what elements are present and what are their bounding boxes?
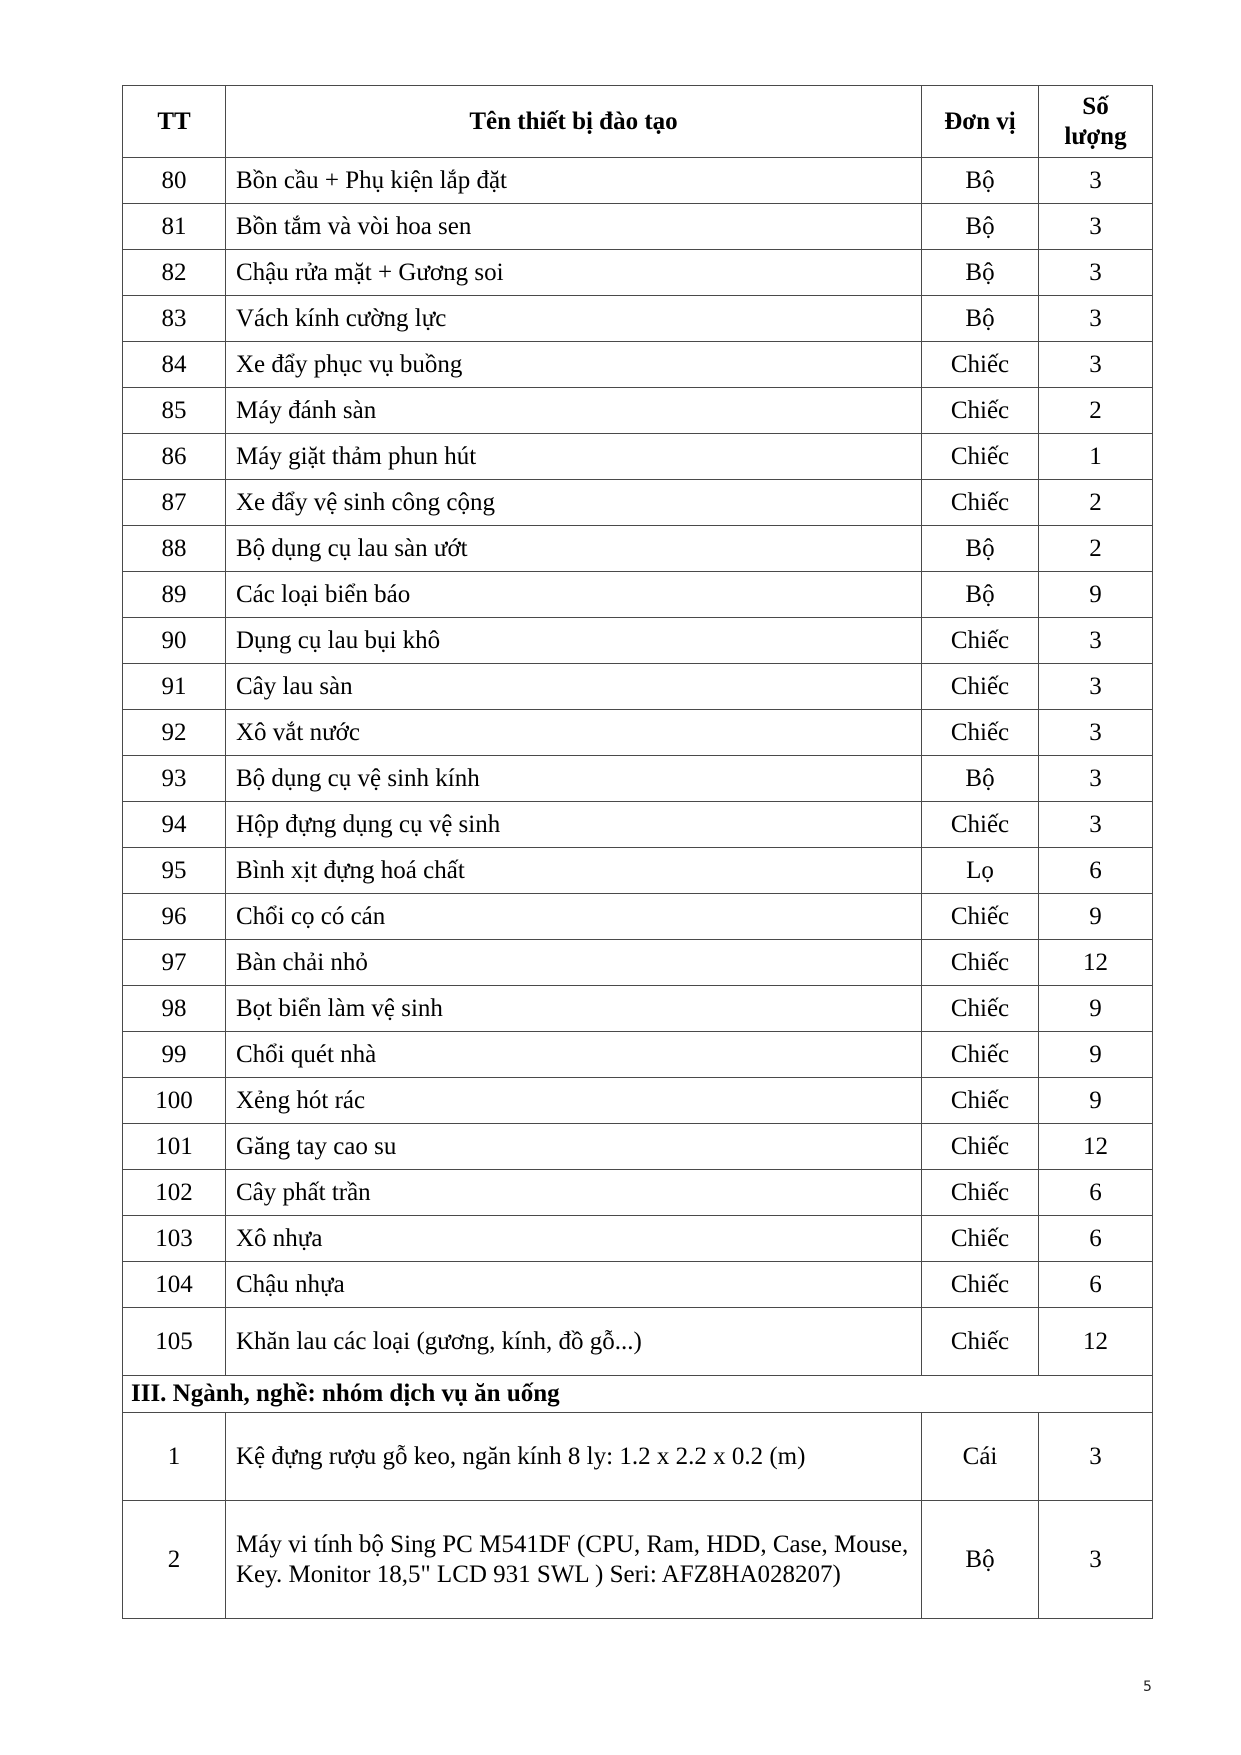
cell-name: Các loại biển báo	[226, 572, 922, 618]
cell-name: Bồn cầu + Phụ kiện lắp đặt	[226, 158, 922, 204]
cell-qty: 12	[1039, 1308, 1153, 1376]
cell-name: Xẻng hót rác	[226, 1078, 922, 1124]
table-row	[123, 756, 1153, 802]
table-row	[123, 1413, 1153, 1501]
cell-qty: 9	[1039, 894, 1153, 940]
cell-unit: Chiếc	[922, 618, 1039, 664]
cell-unit: Chiếc	[922, 664, 1039, 710]
cell-unit: Bộ	[922, 250, 1039, 296]
cell-qty: 6	[1039, 1262, 1153, 1308]
cell-name: Xô vắt nước	[226, 710, 922, 756]
cell-unit: Chiếc	[922, 710, 1039, 756]
header-qty	[1039, 86, 1153, 158]
cell-name: Bộ dụng cụ vệ sinh kính	[226, 756, 922, 802]
cell-name: Bộ dụng cụ lau sàn ướt	[226, 526, 922, 572]
cell-name: Chậu nhựa	[226, 1262, 922, 1308]
table-row	[123, 940, 1153, 986]
cell-name: Kệ đựng rượu gỗ keo, ngăn kính 8 ly: 1.2 x 2.2 x 0.2 (m)	[226, 1413, 922, 1501]
cell-tt: 105	[123, 1308, 226, 1376]
table-row	[123, 342, 1153, 388]
cell-qty: 2	[1039, 388, 1153, 434]
cell-tt: 84	[123, 342, 226, 388]
table-row	[123, 1262, 1153, 1308]
cell-qty: 9	[1039, 572, 1153, 618]
cell-unit: Bộ	[922, 158, 1039, 204]
cell-qty: 3	[1039, 802, 1153, 848]
table-row	[123, 388, 1153, 434]
cell-tt: 102	[123, 1170, 226, 1216]
equipment-table	[122, 85, 1153, 1619]
table-row	[123, 1032, 1153, 1078]
cell-qty: 3	[1039, 756, 1153, 802]
cell-unit: Bộ	[922, 756, 1039, 802]
cell-qty: 3	[1039, 664, 1153, 710]
cell-unit: Lọ	[922, 848, 1039, 894]
cell-qty: 9	[1039, 1032, 1153, 1078]
cell-tt: 92	[123, 710, 226, 756]
table-row	[123, 526, 1153, 572]
cell-unit: Chiếc	[922, 1032, 1039, 1078]
header-unit: Đơn vị	[922, 86, 1039, 158]
table-row	[123, 1216, 1153, 1262]
cell-tt: 85	[123, 388, 226, 434]
cell-unit: Chiếc	[922, 1308, 1039, 1376]
cell-unit: Bộ	[922, 204, 1039, 250]
cell-name: Máy giặt thảm phun hút	[226, 434, 922, 480]
cell-qty: 3	[1039, 158, 1153, 204]
header-qty-line2: lượng	[1064, 122, 1127, 150]
cell-name: Dụng cụ lau bụi khô	[226, 618, 922, 664]
cell-qty: 6	[1039, 1170, 1153, 1216]
table-row	[123, 848, 1153, 894]
cell-name: Hộp đựng dụng cụ vệ sinh	[226, 802, 922, 848]
cell-tt: 94	[123, 802, 226, 848]
cell-unit: Chiếc	[922, 434, 1039, 480]
cell-unit: Chiếc	[922, 1262, 1039, 1308]
cell-tt: 95	[123, 848, 226, 894]
table-row	[123, 1078, 1153, 1124]
table-row	[123, 894, 1153, 940]
header-tt: TT	[123, 86, 226, 158]
cell-tt: 99	[123, 1032, 226, 1078]
table-body	[123, 158, 1153, 1619]
table-row	[123, 1308, 1153, 1376]
cell-qty: 3	[1039, 710, 1153, 756]
cell-tt: 87	[123, 480, 226, 526]
cell-name: Vách kính cường lực	[226, 296, 922, 342]
cell-name: Bọt biển làm vệ sinh	[226, 986, 922, 1032]
cell-qty: 12	[1039, 940, 1153, 986]
cell-tt: 88	[123, 526, 226, 572]
cell-name: Máy vi tính bộ Sing PC M541DF (CPU, Ram, HDD, Case, Mouse, Key. Monitor 18,5" LCD 931 SWL ) Seri: AFZ8HA028207)	[226, 1501, 922, 1619]
section-header-row	[123, 1376, 1153, 1413]
cell-unit: Cái	[922, 1413, 1039, 1501]
cell-qty: 2	[1039, 480, 1153, 526]
cell-tt: 98	[123, 986, 226, 1032]
cell-tt: 81	[123, 204, 226, 250]
cell-name: Bình xịt đựng hoá chất	[226, 848, 922, 894]
cell-qty: 3	[1039, 296, 1153, 342]
cell-tt: 103	[123, 1216, 226, 1262]
cell-unit: Chiếc	[922, 1216, 1039, 1262]
cell-name: Cây lau sàn	[226, 664, 922, 710]
cell-name: Chậu rửa mặt + Gương soi	[226, 250, 922, 296]
cell-unit: Bộ	[922, 572, 1039, 618]
cell-tt: 89	[123, 572, 226, 618]
table-row	[123, 158, 1153, 204]
page-number: 5	[1143, 1679, 1152, 1695]
cell-name: Xe đẩy phục vụ buồng	[226, 342, 922, 388]
cell-unit: Chiếc	[922, 894, 1039, 940]
table-row	[123, 572, 1153, 618]
cell-name: Máy đánh sàn	[226, 388, 922, 434]
cell-qty: 6	[1039, 848, 1153, 894]
table-row	[123, 618, 1153, 664]
cell-unit: Chiếc	[922, 1124, 1039, 1170]
table-row	[123, 802, 1153, 848]
cell-qty: 6	[1039, 1216, 1153, 1262]
header-qty-line1: Số	[1082, 92, 1109, 120]
cell-tt: 82	[123, 250, 226, 296]
cell-tt: 93	[123, 756, 226, 802]
table-header-row	[123, 86, 1153, 158]
cell-qty: 1	[1039, 434, 1153, 480]
cell-unit: Bộ	[922, 1501, 1039, 1619]
cell-qty: 3	[1039, 1413, 1153, 1501]
cell-name: Chổi quét nhà	[226, 1032, 922, 1078]
cell-qty: 3	[1039, 250, 1153, 296]
cell-qty: 9	[1039, 986, 1153, 1032]
cell-tt: 100	[123, 1078, 226, 1124]
table-row	[123, 1501, 1153, 1619]
cell-unit: Chiếc	[922, 940, 1039, 986]
cell-unit: Chiếc	[922, 480, 1039, 526]
cell-tt: 2	[123, 1501, 226, 1619]
cell-unit: Chiếc	[922, 986, 1039, 1032]
cell-name: Cây phất trần	[226, 1170, 922, 1216]
table-row	[123, 296, 1153, 342]
cell-tt: 97	[123, 940, 226, 986]
cell-unit: Chiếc	[922, 342, 1039, 388]
cell-tt: 96	[123, 894, 226, 940]
table-row	[123, 480, 1153, 526]
cell-qty: 9	[1039, 1078, 1153, 1124]
cell-tt: 80	[123, 158, 226, 204]
cell-unit: Bộ	[922, 526, 1039, 572]
cell-unit: Chiếc	[922, 1170, 1039, 1216]
cell-qty: 12	[1039, 1124, 1153, 1170]
cell-unit: Chiếc	[922, 802, 1039, 848]
cell-tt: 86	[123, 434, 226, 480]
cell-tt: 90	[123, 618, 226, 664]
cell-qty: 3	[1039, 204, 1153, 250]
cell-qty: 3	[1039, 342, 1153, 388]
cell-qty: 2	[1039, 526, 1153, 572]
cell-tt: 83	[123, 296, 226, 342]
table-row	[123, 710, 1153, 756]
cell-unit: Bộ	[922, 296, 1039, 342]
cell-name: Xe đẩy vệ sinh công cộng	[226, 480, 922, 526]
cell-name: Găng tay cao su	[226, 1124, 922, 1170]
cell-name: Bàn chải nhỏ	[226, 940, 922, 986]
header-name: Tên thiết bị đào tạo	[226, 86, 922, 158]
cell-unit: Chiếc	[922, 388, 1039, 434]
table-row	[123, 1124, 1153, 1170]
cell-name: Bồn tắm và vòi hoa sen	[226, 204, 922, 250]
cell-tt: 1	[123, 1413, 226, 1501]
section-title: III. Ngành, nghề: nhóm dịch vụ ăn uống	[123, 1376, 1153, 1413]
cell-name: Xô nhựa	[226, 1216, 922, 1262]
cell-tt: 104	[123, 1262, 226, 1308]
table-row	[123, 204, 1153, 250]
table-row	[123, 434, 1153, 480]
table-row	[123, 986, 1153, 1032]
cell-tt: 91	[123, 664, 226, 710]
cell-qty: 3	[1039, 618, 1153, 664]
table-row	[123, 664, 1153, 710]
cell-tt: 101	[123, 1124, 226, 1170]
cell-qty: 3	[1039, 1501, 1153, 1619]
cell-unit: Chiếc	[922, 1078, 1039, 1124]
table-row	[123, 250, 1153, 296]
cell-name: Chổi cọ có cán	[226, 894, 922, 940]
cell-name: Khăn lau các loại (gương, kính, đồ gỗ...)	[226, 1308, 922, 1376]
table-row	[123, 1170, 1153, 1216]
